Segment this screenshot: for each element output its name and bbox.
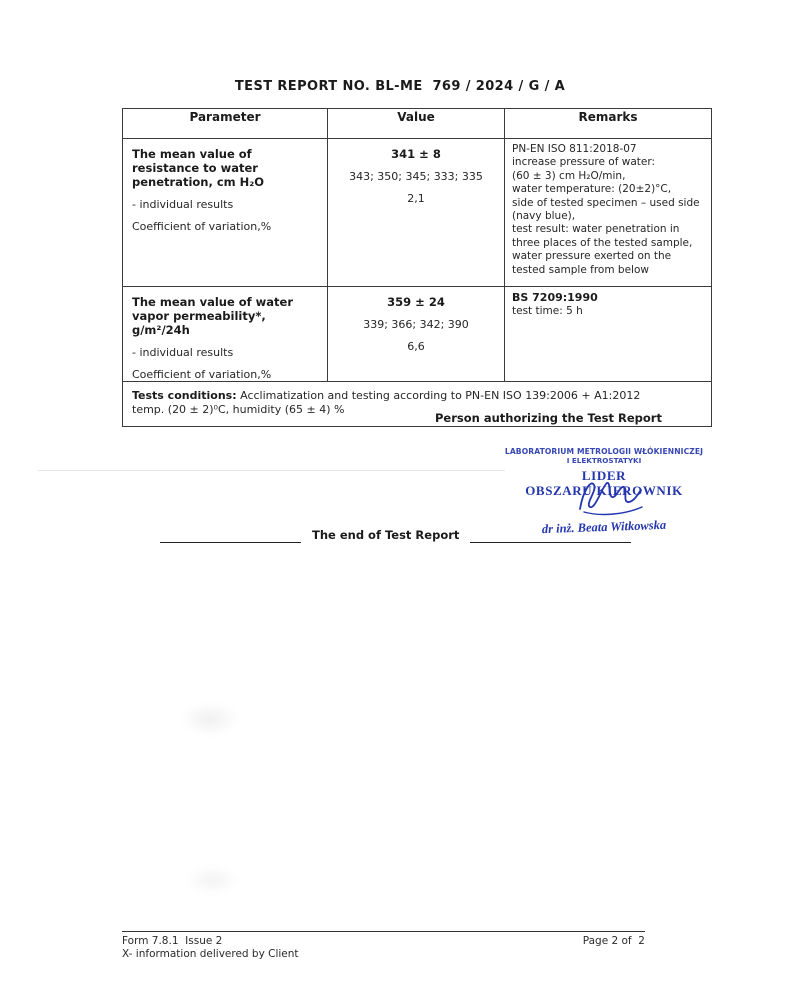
text-line: test result: water penetration in bbox=[512, 223, 680, 236]
signer-name: dr inż. Beata Witkowska bbox=[541, 517, 667, 537]
col-header-parameter: Parameter bbox=[123, 109, 328, 139]
scan-fold-line-artifact bbox=[38, 470, 505, 471]
text-line: Coefficient of variation,% bbox=[132, 220, 272, 233]
text-line: tested sample from below bbox=[512, 263, 649, 276]
results-table bbox=[122, 108, 712, 427]
authorization-caption: Person authorizing the Test Report bbox=[435, 411, 662, 425]
footer-left bbox=[122, 935, 299, 961]
text-line: three places of the tested sample, bbox=[512, 236, 693, 249]
footer-client-note: X- information delivered by Client bbox=[122, 948, 299, 960]
text-line: PN-EN ISO 811:2018-07 bbox=[512, 143, 637, 155]
value-cell bbox=[328, 287, 505, 382]
approval-stamp bbox=[504, 447, 704, 535]
text-line: test time: 5 h bbox=[512, 305, 583, 317]
mean-value: 341 ± 8 bbox=[391, 147, 441, 161]
stamp-role-line: LIDER OBSZARU/KIEROWNIK bbox=[525, 468, 683, 498]
end-rule-left bbox=[160, 528, 301, 543]
end-of-report bbox=[160, 528, 631, 543]
mean-value: 359 ± 24 bbox=[387, 295, 445, 309]
footer bbox=[122, 931, 645, 961]
remarks-lines bbox=[512, 305, 709, 318]
table-row bbox=[123, 139, 712, 287]
parameter-cell bbox=[123, 139, 328, 287]
stamp-lab-name-line2: I ELEKTROSTATYKI bbox=[566, 456, 642, 465]
report-title: TEST REPORT NO. BL-ME 769 / 2024 / G / A bbox=[234, 79, 566, 94]
value-sublines bbox=[329, 170, 503, 205]
parameter-name: The mean value of resistance to water penetration, cm H₂O bbox=[132, 147, 265, 189]
footer-form-number: Form 7.8.1 Issue 2 bbox=[122, 935, 223, 947]
footer-page-number: Page 2 of 2 bbox=[582, 935, 645, 947]
text-line: water temperature: (20±2)°C, bbox=[512, 183, 672, 196]
text-line: (60 ± 3) cm H₂O/min, bbox=[512, 169, 626, 182]
text-line: side of tested specimen – used side bbox=[512, 196, 700, 209]
remarks-standard: BS 7209:1990 bbox=[512, 291, 598, 304]
col-header-value: Value bbox=[328, 109, 505, 139]
text-line: - individual results bbox=[132, 346, 234, 359]
value-sublines bbox=[329, 318, 503, 353]
text-line: (navy blue), bbox=[512, 210, 576, 223]
signature-scribble bbox=[576, 475, 648, 517]
remarks-cell bbox=[505, 287, 712, 382]
text-line: 6,6 bbox=[407, 340, 425, 353]
text-line: Coefficient of variation,% bbox=[132, 368, 272, 381]
scan-smudge bbox=[185, 866, 240, 894]
conditions-text: Acclimatization and testing according to PN-EN ISO 139:2006 + A1:2012 bbox=[236, 389, 641, 402]
stamp-lab-name-line1: LABORATORIUM METROLOGII WŁÓKIENNICZEJ bbox=[504, 447, 704, 456]
parameter-cell bbox=[123, 287, 328, 382]
text-line: water pressure exerted on the bbox=[512, 250, 672, 263]
col-header-remarks: Remarks bbox=[505, 109, 712, 139]
end-label: The end of Test Report bbox=[312, 528, 460, 542]
table-row bbox=[123, 287, 712, 382]
conditions-line2: temp. (20 ± 2)⁰C, humidity (65 ± 4) % bbox=[132, 403, 345, 416]
value-cell bbox=[328, 139, 505, 287]
text-line: increase pressure of water: bbox=[512, 156, 656, 169]
text-line: 2,1 bbox=[407, 192, 425, 205]
conditions-line1 bbox=[132, 389, 703, 403]
remarks-lines bbox=[512, 143, 709, 277]
parameter-sublines bbox=[132, 198, 321, 233]
text-line: 339; 366; 342; 390 bbox=[363, 318, 469, 331]
parameter-sublines bbox=[132, 346, 321, 381]
text-line: - individual results bbox=[132, 198, 234, 211]
text-line: 343; 350; 345; 333; 335 bbox=[349, 170, 483, 183]
conditions-label: Tests conditions: bbox=[132, 389, 237, 402]
remarks-cell bbox=[505, 139, 712, 287]
results-table-wrap bbox=[122, 108, 712, 427]
table-header-row bbox=[123, 109, 712, 139]
end-rule-right bbox=[470, 528, 631, 543]
scan-smudge bbox=[180, 702, 240, 736]
parameter-name: The mean value of water vapor permeability*, g/m²/24h bbox=[132, 295, 294, 337]
